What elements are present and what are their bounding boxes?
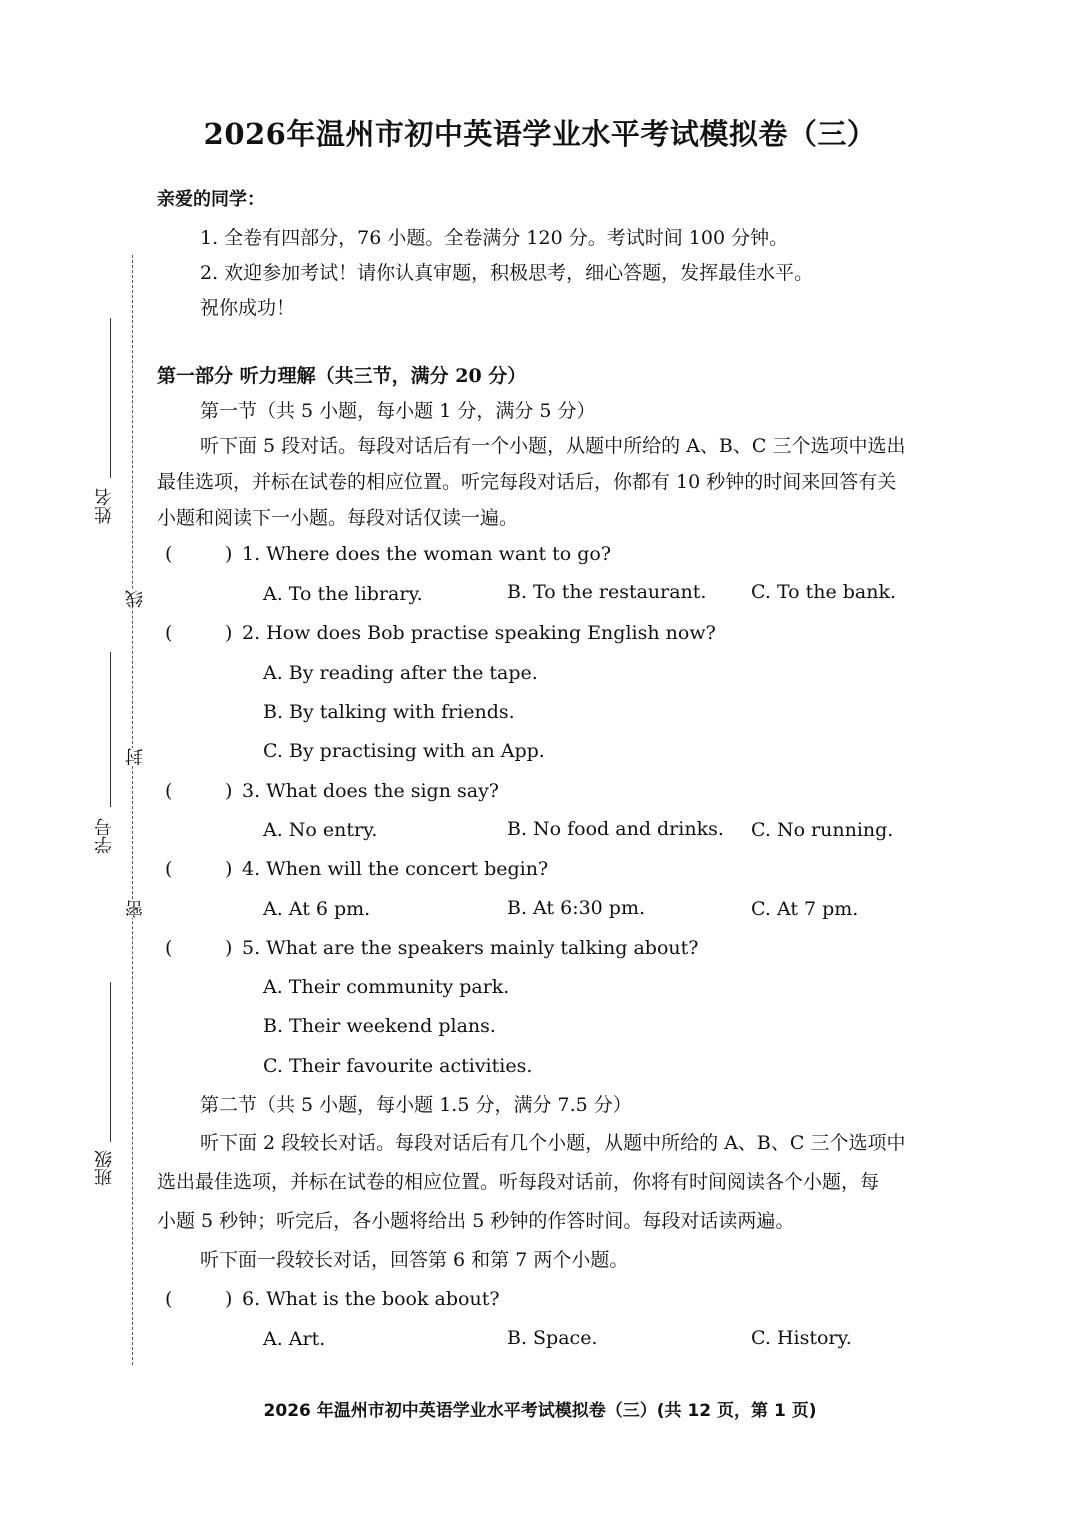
- option-q4-a: A. At 6 pm.: [263, 898, 371, 920]
- option-q5-a: A. Their community park.: [263, 976, 510, 998]
- question-stem-q3: 3. What does the sign say?: [242, 780, 499, 802]
- name-blank-line: [110, 318, 111, 478]
- section1-instruction-line: 听下面 5 段对话。每段对话后有一个小题，从题中所给的 A、B、C 三个选项中选出: [200, 435, 906, 457]
- section2-instruction-line: 听下面 2 段较长对话。每段对话后有几个小题，从题中所给的 A、B、C 三个选项中: [200, 1132, 906, 1154]
- question-stem-q2: 2. How does Bob practise speaking English now?: [242, 622, 716, 644]
- option-q1-c: C. To the bank.: [751, 581, 897, 603]
- option-q2-b: B. By talking with friends.: [263, 701, 515, 723]
- option-q2-c: C. By practising with an App.: [263, 740, 545, 762]
- question-stem-q5: 5. What are the speakers mainly talking about?: [242, 937, 699, 959]
- name-label: 姓名: [94, 488, 115, 524]
- section2-instruction-line: 选出最佳选项，并标在试卷的相应位置。听每段对话前，你将有时间阅读各个小题，每: [157, 1171, 880, 1193]
- option-q3-a: A. No entry.: [263, 819, 378, 841]
- note-3: 祝你成功！: [200, 297, 296, 319]
- option-q4-c: C. At 7 pm.: [751, 898, 859, 920]
- option-q3-c: C. No running.: [751, 819, 894, 841]
- option-q1-b: B. To the restaurant.: [507, 581, 707, 603]
- dialogue-lead: 听下面一段较长对话，回答第 6 和第 7 两个小题。: [200, 1249, 629, 1271]
- option-q6-a: A. Art.: [263, 1328, 326, 1350]
- option-q5-b: B. Their weekend plans.: [263, 1015, 496, 1037]
- option-q3-b: B. No food and drinks.: [507, 818, 724, 840]
- greeting: 亲爱的同学：: [157, 189, 265, 210]
- class-blank-line: [110, 982, 111, 1142]
- student-id-blank-line: [110, 652, 111, 807]
- class-label: 班级: [94, 1150, 115, 1186]
- page-title: 2026年温州市初中英语学业水平考试模拟卷（三）: [203, 117, 877, 151]
- section1-instruction-line: 小题和阅读下一小题。每段对话仅读一遍。: [157, 507, 519, 529]
- option-q6-b: B. Space.: [507, 1327, 598, 1349]
- option-q2-a: A. By reading after the tape.: [263, 662, 538, 684]
- binding-mark-secret: 密: [125, 900, 146, 918]
- note-1: 1. 全卷有四部分，76 小题。全卷满分 120 分。考试时间 100 分钟。: [200, 227, 789, 249]
- note-2: 2. 欢迎参加考试！请你认真审题，积极思考，细心答题，发挥最佳水平。: [200, 262, 814, 284]
- section2-instruction-line: 小题 5 秒钟；听完后，各小题将给出 5 秒钟的作答时间。每段对话读两遍。: [157, 1210, 795, 1232]
- section1-title: 第一节（共 5 小题，每小题 1 分，满分 5 分）: [200, 400, 596, 422]
- question-stem-q4: 4. When will the concert begin?: [242, 858, 549, 880]
- option-q1-a: A. To the library.: [263, 583, 423, 605]
- part1-title: 第一部分 听力理解（共三节，满分 20 分）: [157, 365, 527, 387]
- question-stem-q6: 6. What is the book about?: [242, 1288, 500, 1310]
- section2-title: 第二节（共 5 小题，每小题 1.5 分，满分 7.5 分）: [200, 1094, 632, 1116]
- option-q5-c: C. Their favourite activities.: [263, 1055, 533, 1077]
- option-q6-c: C. History.: [751, 1327, 852, 1349]
- question-stem-q1: 1. Where does the woman want to go?: [242, 543, 612, 565]
- option-q4-b: B. At 6:30 pm.: [507, 897, 646, 919]
- section1-instruction-line: 最佳选项，并标在试卷的相应位置。听完每段对话后，你都有 10 秒钟的时间来回答有关: [157, 471, 897, 493]
- binding-mark-line: 线: [125, 590, 146, 608]
- page-footer: 2026 年温州市初中英语学业水平考试模拟卷（三）(共 12 页，第 1 页): [263, 1401, 817, 1421]
- student-id-label: 学号: [94, 818, 115, 854]
- binding-mark-seal: 封: [125, 748, 146, 766]
- binding-cut-line: [132, 255, 133, 1365]
